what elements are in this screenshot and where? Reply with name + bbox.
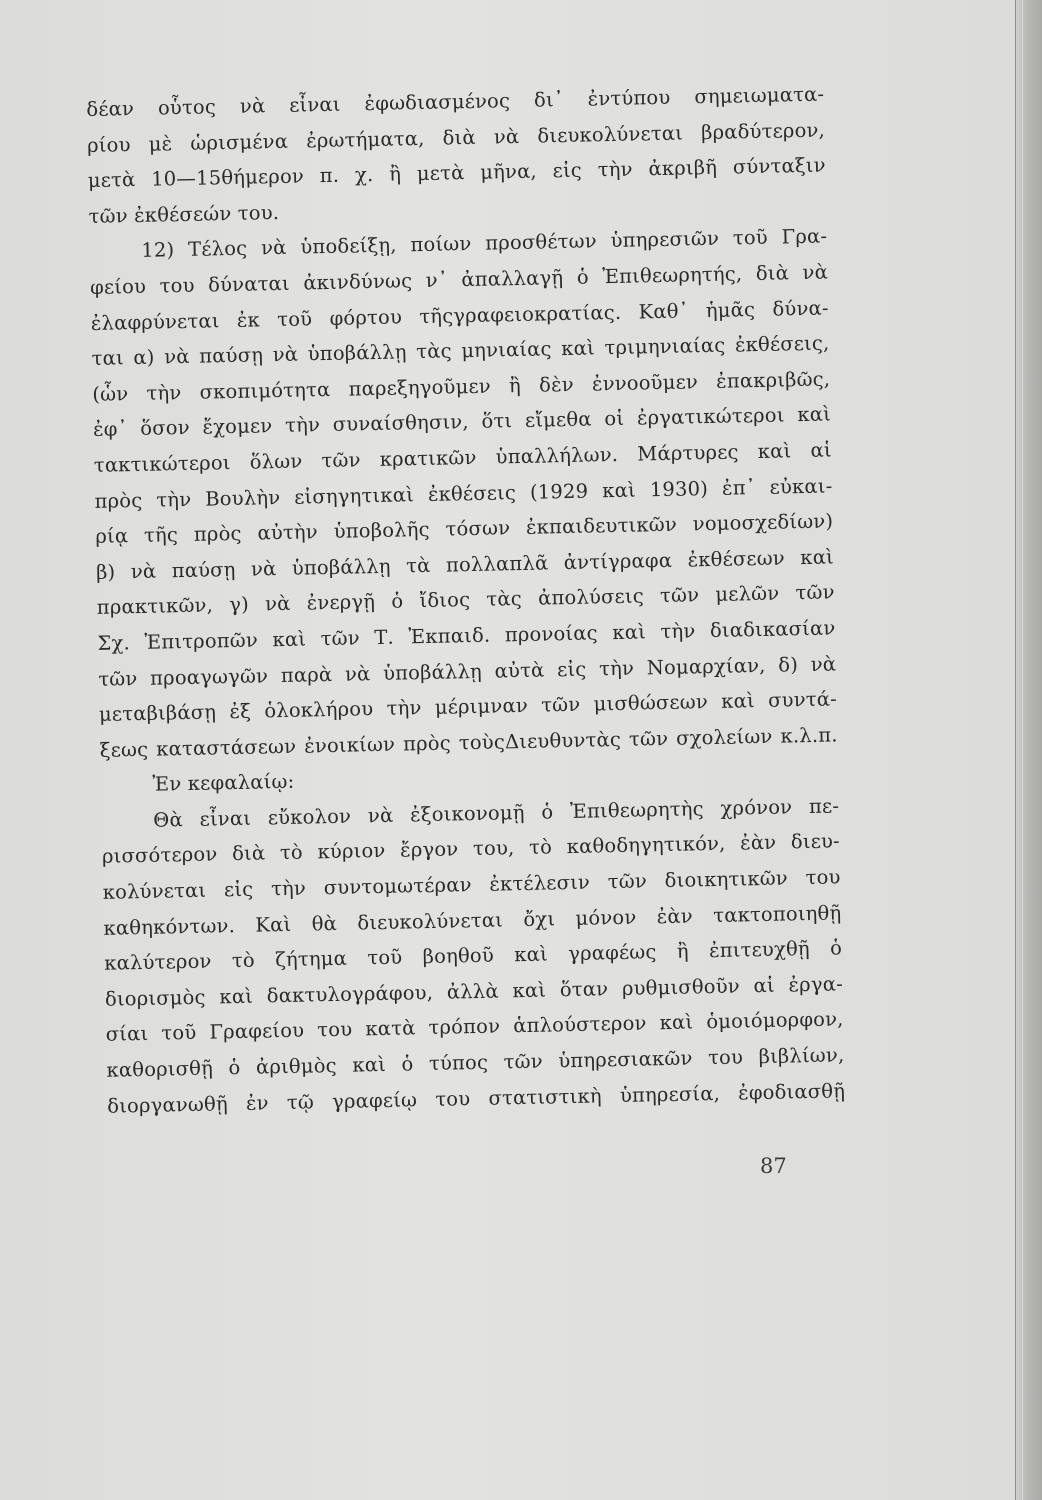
text-line: τακτικώτεροι ὅλων τῶν κρατικῶν ὑπαλλήλων. Μάρτυρες καὶ αἱ (93, 438, 832, 477)
text-line: μετὰ 10—15θήμερον π. χ. ἢ μετὰ μῆνα, εἰς τὴν ἀκριβῆ σύνταξιν (87, 153, 826, 193)
text-line: μεταβιβάσῃ ἐξ ὁλοκλήρου τὴν μέριμναν τῶν μισθώσεων καὶ συντά- (98, 687, 838, 726)
text-line: τῶν προαγωγῶν παρὰ νὰ ὑποβάλλῃ αὐτὰ εἰς τὴν Νομαρχίαν, δ) νὰ (98, 651, 837, 691)
text-line: ται α) νὰ παύσῃ νὰ ὑποβάλλῃ τὰς μηνιαίας καὶ τριμηνιαίας ἐκθέσεις, (91, 331, 830, 371)
text-line: σίαι τοῦ Γραφείου του κατὰ τρόπον ἁπλούστερον καὶ ὁμοιόμορφον, (105, 1007, 844, 1047)
text-line: διορισμὸς καὶ δακτυλογράφου, ἀλλὰ καὶ ὅταν ρυθμισθοῦν αἱ ἐργα- (104, 972, 844, 1011)
summary-paragraph-start: Θὰ εἶναι εὔκολον νὰ ἐξοικονομῇ ὁ Ἐπιθεωρητὴς χρόνον πε- (153, 794, 840, 832)
summary-heading: Ἐν κεφαλαίῳ: (152, 770, 295, 797)
text-line: κολύνεται εἰς τὴν συντομωτέραν ἐκτέλεσιν τῶν διοικητικῶν του (102, 865, 841, 904)
text-line: β) νὰ παύσῃ νὰ ὑποβάλλῃ τὰ πολλαπλᾶ ἀντίγραφα ἐκθέσεων καὶ (95, 545, 835, 584)
text-line: ξεως καταστάσεων ἐνοικίων πρὸς τοὺςΔιευθυντὰς τῶν σχολείων κ.λ.π. (99, 723, 838, 762)
page-number: 87 (760, 1154, 787, 1178)
text-line: Σχ. Ἐπιτροπῶν καὶ τῶν Τ. Ἐκπαιδ. προνοίας καὶ τὴν διαδικασίαν (97, 616, 836, 655)
text-line: ρισσότερον διὰ τὸ κύριον ἔργον του, τὸ καθοδηγητικόν, ἐὰν διευ- (101, 829, 841, 869)
text-line: καθηκόντων. Καὶ θὰ διευκολύνεται ὄχι μόνον ἐὰν τακτοποιηθῇ (103, 901, 842, 940)
text-line: ἐλαφρύνεται ἐκ τοῦ φόρτου τῆςγραφειοκρατίας. Καθ᾿ ἡμᾶς δύνα- (90, 296, 829, 335)
text-line: ρίου μὲ ὡρισμένα ἐρωτήματα, διὰ νὰ διευκολύνεται βραδύτερον, (86, 118, 826, 157)
text-line: φείου του δύναται ἀκινδύνως ν᾿ ἀπαλλαγῇ ὁ Ἐπιθεωρητής, διὰ νὰ (89, 260, 829, 299)
page-binding-edge (1015, 0, 1042, 1500)
text-line: ρίᾳ τῆς πρὸς αὐτὴν ὑποβολῆς τόσων ἐκπαιδευτικῶν νομοσχεδίων) (95, 509, 834, 549)
text-line: καθορισθῇ ὁ ἀριθμὸς καὶ ὁ τύπος τῶν ὑπηρεσιακῶν του βιβλίων, (106, 1043, 845, 1082)
text-line: πρακτικῶν, γ) νὰ ἐνεργῇ ὁ ἴδιος τὰς ἀπολύσεις τῶν μελῶν τῶν (96, 580, 835, 620)
paragraph-12-start: 12) Τέλος νὰ ὑποδείξῃ, ποίων προσθέτων ὑπηρεσιῶν τοῦ Γρα- (141, 224, 828, 263)
text-line: διοργανωθῇ ἐν τῷ γραφείῳ του στατιστικὴ ὑπηρεσία, ἐφοδιασθῇ (106, 1078, 846, 1118)
text-line: πρὸς τὴν Βουλὴν εἰσηγητικαὶ ἐκθέσεις (1929 καὶ 1930) ἐπ᾿ εὐκαι- (94, 473, 833, 513)
text-line: (ὧν τὴν σκοπιμότητα παρεξηγοῦμεν ἢ δὲν ἐννοοῦμεν ἐπακριβῶς, (92, 367, 831, 406)
text-line: τῶν ἐκθέσεών του. (88, 200, 280, 228)
text-line: ἐφ᾿ ὅσον ἔχομεν τὴν συναίσθησιν, ὅτι εἴμεθα οἱ ἐργατικώτεροι καὶ (92, 402, 832, 442)
body-text (86, 77, 845, 1124)
text-line: δέαν οὗτος νὰ εἶναι ἐφωδιασμένος δι᾿ ἐντύπου σημειωματα- (86, 82, 825, 121)
text-line: καλύτερον τὸ ζήτημα τοῦ βοηθοῦ καὶ γραφέως ἢ ἐπιτευχθῇ ὁ (104, 936, 843, 976)
